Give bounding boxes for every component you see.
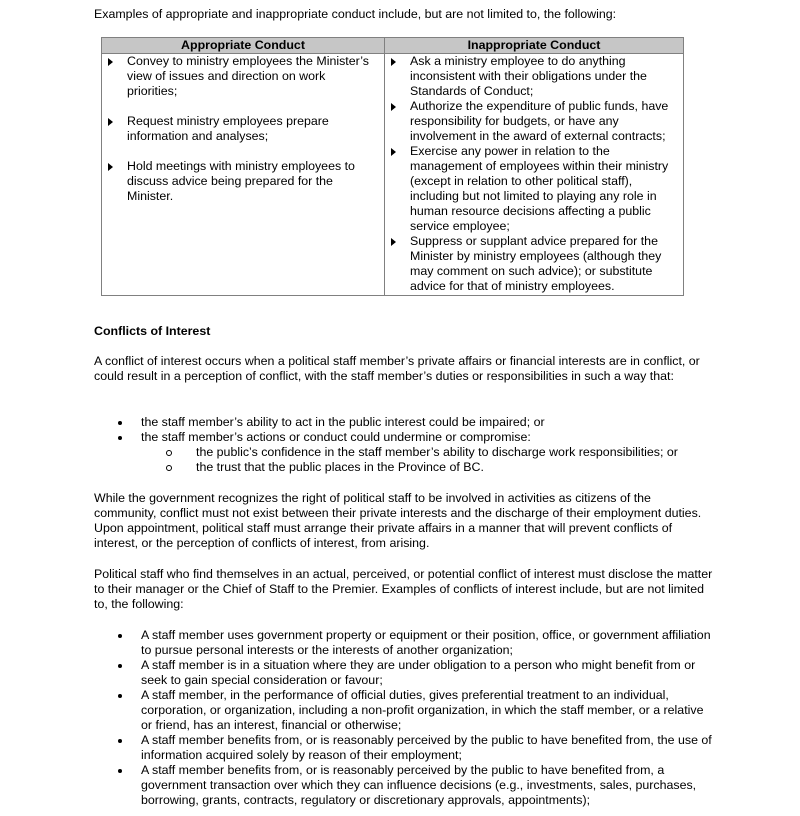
triangle-bullet-icon [108, 163, 113, 171]
inappropriate-cell [385, 54, 684, 296]
appropriate-cell [102, 54, 385, 296]
disclosure-paragraph: Political staff who find themselves in an actual, perceived, or potential conflict of interest must disclose the matter to their manager or the Chief of Staff to the Premier. Examples of conflicts of interest include, but are not limited to, the following: [94, 567, 713, 611]
intro-paragraph: Examples of appropriate and inappropriate conduct include, but are not limited to, the following: [94, 7, 617, 21]
bullet-icon [118, 634, 122, 638]
triangle-bullet-icon [391, 238, 396, 246]
list-item: Request ministry employees prepare information and analyses; [102, 114, 384, 144]
list-item: Suppress or supplant advice prepared for the Minister by ministry employees (although they may comment on such advice); or substitute advice for that of ministry employees. [385, 234, 683, 294]
triangle-bullet-icon [391, 58, 396, 66]
header-appropriate-conduct: Appropriate Conduct [102, 38, 385, 54]
compromise-sublist [141, 445, 714, 475]
list-item: Hold meetings with ministry employees to discuss advice being prepared for the Minister. [102, 159, 384, 204]
bullet-icon [118, 436, 122, 440]
table-row [102, 54, 684, 296]
list-item: A staff member benefits from, or is reasonably perceived by the public to have benefited from, the use of information acquired solely by reason of their employment; [94, 733, 714, 763]
bullet-icon [118, 664, 122, 668]
table-header-row [102, 38, 684, 54]
triangle-bullet-icon [391, 148, 396, 156]
circle-bullet-icon [166, 465, 172, 471]
list-item: A staff member uses government property or equipment or their position, office, or government affiliation to pursue personal interests or the interests of another organization; [94, 628, 714, 658]
definition-paragraph: A conflict of interest occurs when a political staff member’s private affairs or financial interests are in conflict, or could result in a perception of conflict, with the staff member’s duties or responsibilities in such a way that: [94, 354, 700, 383]
list-item: the staff member’s actions or conduct could undermine or compromise: the public’s confidence in the staff member’s ability to discharge work responsibilities; or the trust that the public places in the Province of BC. [94, 430, 714, 475]
bullet-icon [118, 769, 122, 773]
government-paragraph: While the government recognizes the right of political staff to be involved in activities as citizens of the community, conflict must not exist between their private interests and the discharge of their employment duties. Upon appointment, political staff must arrange their private affairs in a manner that will prevent conflicts of interest, or the perception of conflicts of interest, from arising. [94, 491, 702, 550]
section-heading: Conflicts of Interest [94, 324, 211, 338]
list-item: Authorize the expenditure of public funds, have responsibility for budgets, or have any involvement in the award of external contracts; [385, 99, 683, 144]
list-item: the staff member’s ability to act in the public interest could be impaired; or [94, 415, 714, 430]
inappropriate-list [385, 54, 683, 294]
bullet-icon [118, 739, 122, 743]
sublist-item: the trust that the public places in the Province of BC. [141, 460, 714, 475]
circle-bullet-icon [166, 450, 172, 456]
list-item: Convey to ministry employees the Minister’s view of issues and direction on work priorities; [102, 54, 384, 99]
list-item: A staff member, in the performance of official duties, gives preferential treatment to an individual, corporation, or organization, including a non-profit organization, in which the staff member, or a relative or friend, has an interest, financial or otherwise; [94, 688, 714, 733]
triangle-bullet-icon [391, 103, 396, 111]
conduct-table [101, 37, 684, 296]
conflict-conditions-list [94, 415, 714, 475]
triangle-bullet-icon [108, 118, 113, 126]
list-item: Exercise any power in relation to the management of employees within their ministry (except in relation to other political staff), including but not limited to playing any role in human resource decisions affecting a public service employee; [385, 144, 683, 234]
list-item: A staff member is in a situation where they are under obligation to a person who might benefit from or seek to gain special consideration or favour; [94, 658, 714, 688]
header-inappropriate-conduct: Inappropriate Conduct [385, 38, 684, 54]
appropriate-list [102, 54, 384, 204]
conflict-examples-list [94, 628, 714, 808]
sublist-item: the public’s confidence in the staff member’s ability to discharge work responsibilities; or [141, 445, 714, 460]
list-item: Ask a ministry employee to do anything inconsistent with their obligations under the Standards of Conduct; [385, 54, 683, 99]
bullet-icon [118, 421, 122, 425]
triangle-bullet-icon [108, 58, 113, 66]
list-item: A staff member benefits from, or is reasonably perceived by the public to have benefited from, a government transaction over which they can influence decisions (e.g., investments, sales, purchases, borrowing, grants, contracts, regulatory or discretionary approvals, appointments); [94, 763, 714, 808]
bullet-icon [118, 694, 122, 698]
